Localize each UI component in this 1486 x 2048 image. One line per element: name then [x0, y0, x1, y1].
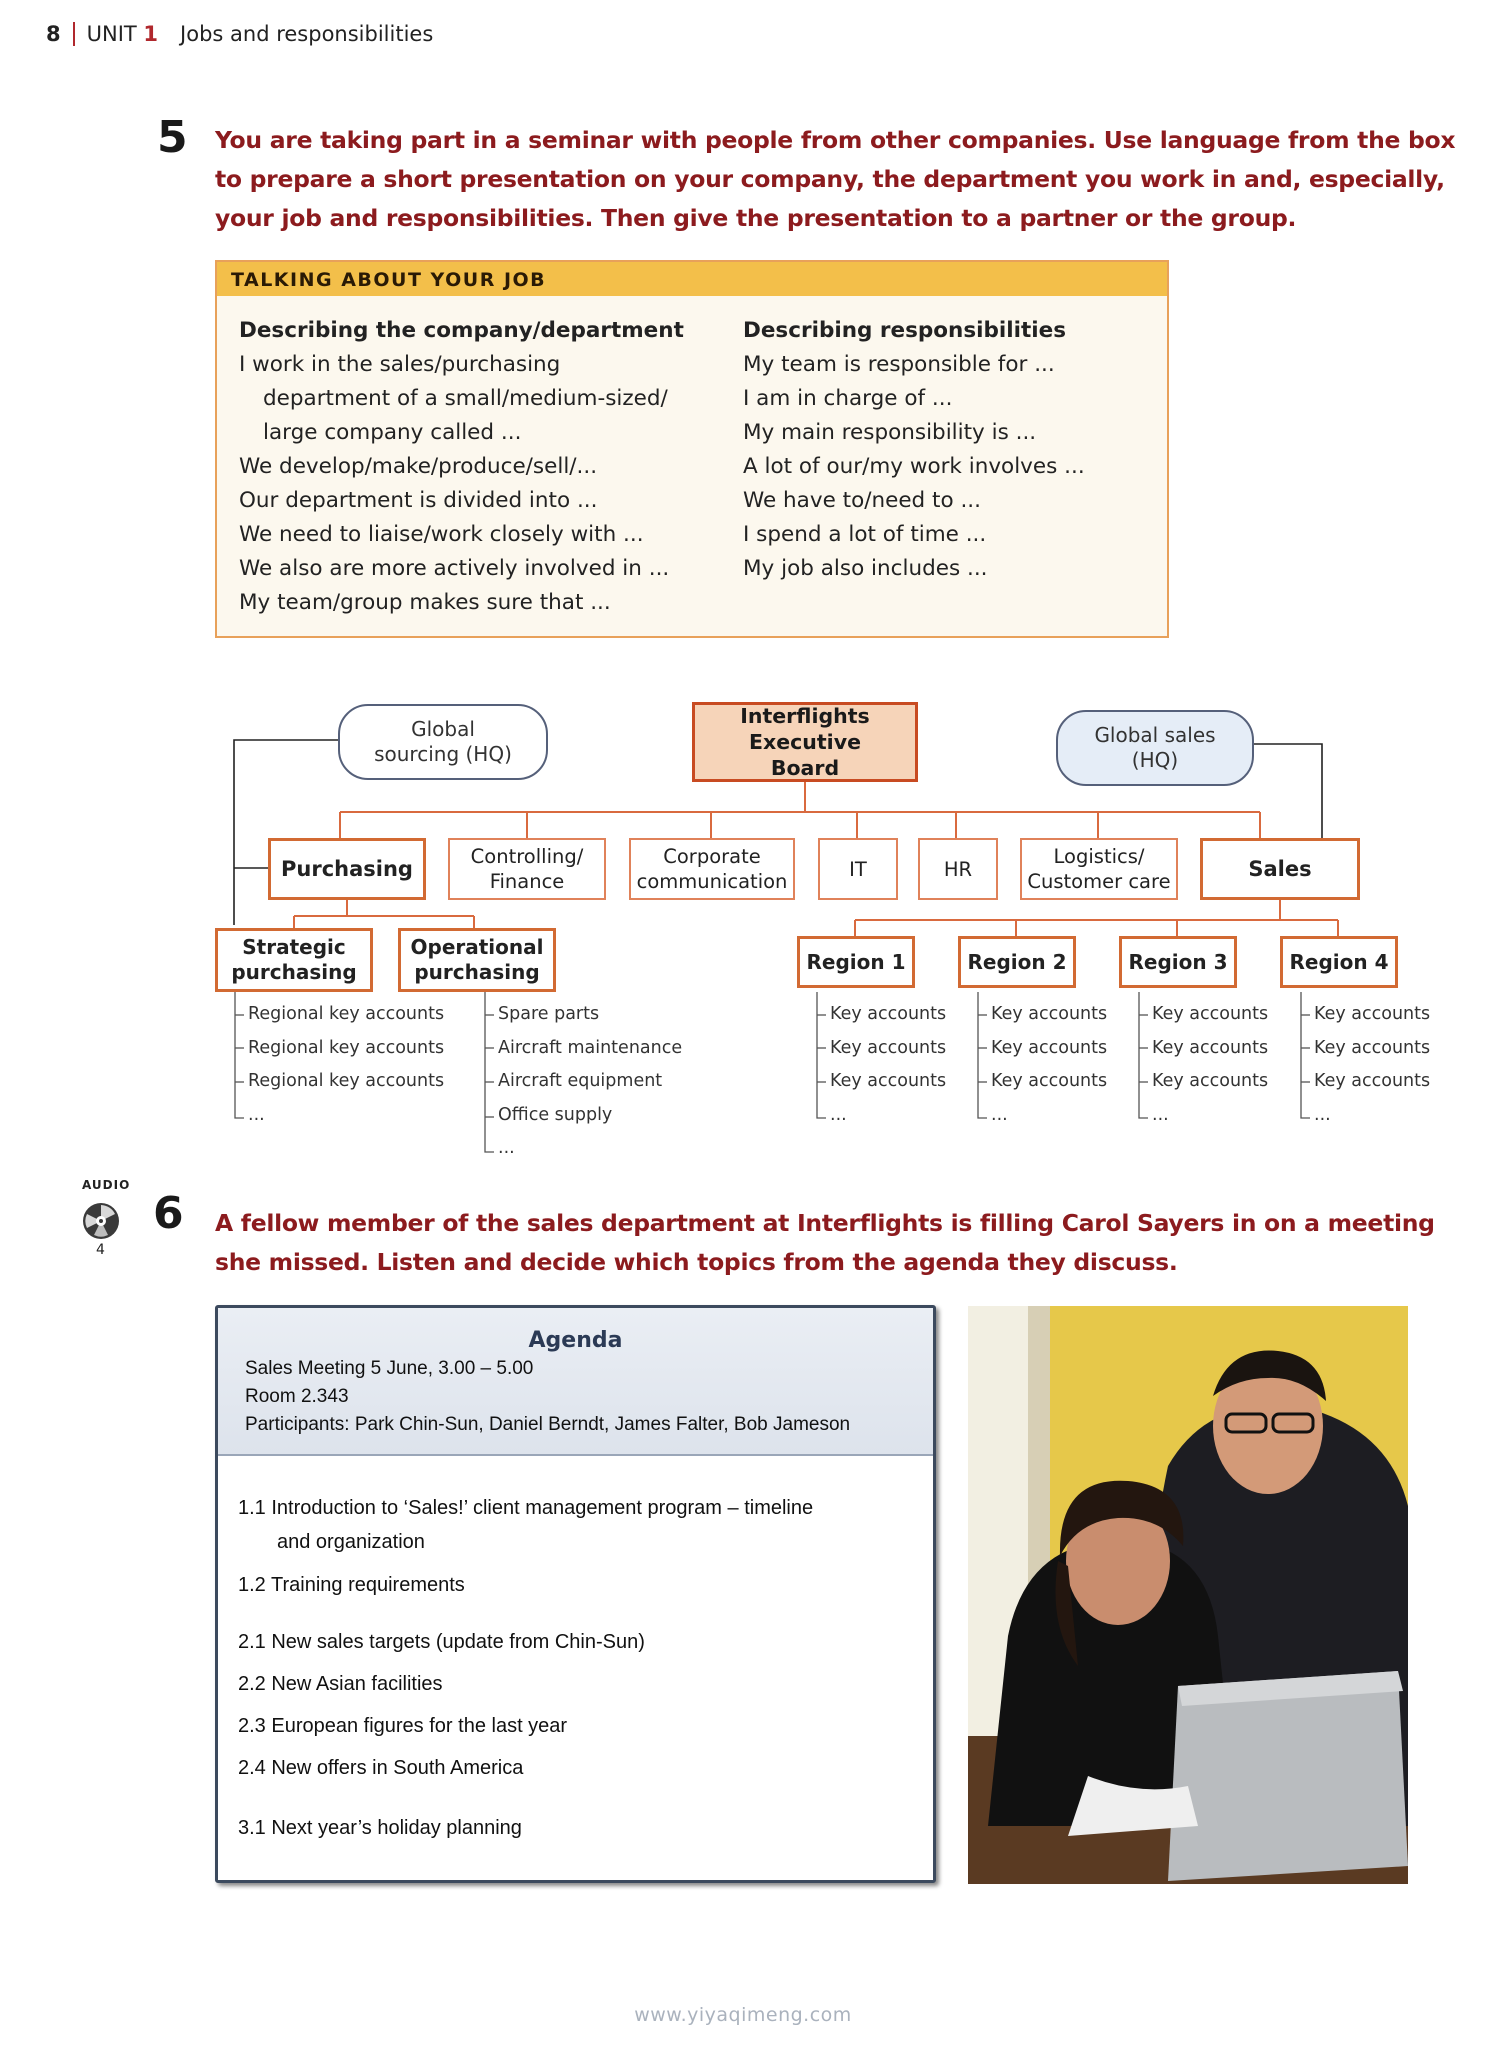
- region-3-items: [1142, 998, 1268, 1132]
- agenda-item: 2.4 New offers in South America: [238, 1757, 524, 1779]
- exercise-6-number: 6: [153, 1188, 184, 1239]
- list-item: Key accounts: [1314, 1037, 1431, 1058]
- agenda-item: 1.1 Introduction to ‘Sales!’ client management program – timeline: [238, 1497, 814, 1519]
- node-label: communication: [636, 870, 788, 893]
- phrase: A lot of our/my work involves ...: [743, 454, 1085, 479]
- node-label: Region 2: [967, 949, 1067, 974]
- phrase: We need to liaise/work closely with ...: [239, 522, 644, 547]
- instruction-line: your job and responsibilities. Then give the presentation to a partner or the group.: [215, 204, 1297, 232]
- phrase: I work in the sales/purchasing: [239, 352, 561, 377]
- node-label: purchasing: [414, 960, 540, 984]
- it-node: [818, 838, 898, 900]
- list-item: Key accounts: [991, 1071, 1108, 1091]
- sales-node: [1200, 838, 1360, 900]
- column-heading: Describing responsibilities: [743, 318, 1067, 343]
- node-label: Controlling/: [470, 845, 584, 868]
- phrase: We also are more actively involved in ...: [239, 556, 670, 581]
- strategic-items-list: [238, 998, 444, 1132]
- list-item: Regional key accounts: [248, 1071, 445, 1091]
- operational-items-list: [488, 998, 682, 1166]
- global-sales-node: [1056, 710, 1254, 786]
- list-item: Key accounts: [830, 1071, 947, 1091]
- instruction-line: You are taking part in a seminar with people from other companies. Use language from the box: [215, 126, 1456, 154]
- node-label: Global sales: [1094, 723, 1216, 747]
- region-2-node: [958, 936, 1076, 988]
- phrase: My job also includes ...: [743, 556, 988, 581]
- executive-board-node: [692, 702, 918, 782]
- instruction-line: to prepare a short presentation on your company, the department you work in and, especially,: [215, 165, 1445, 193]
- node-label: (HQ): [1131, 748, 1179, 772]
- exercise-5-number: 5: [157, 112, 188, 163]
- list-item: ...: [248, 1104, 265, 1125]
- agenda-info-line: Sales Meeting 5 June, 3.00 – 5.00: [245, 1358, 534, 1379]
- list-item: Office supply: [498, 1104, 613, 1125]
- list-item: Regional key accounts: [248, 1037, 445, 1058]
- agenda-card: [215, 1305, 936, 1883]
- controlling-finance-node: [448, 838, 606, 900]
- agenda-info-line: Room 2.343: [245, 1386, 349, 1407]
- list-item: Key accounts: [1152, 1037, 1269, 1058]
- agenda-item: 2.1 New sales targets (update from Chin-Sun): [238, 1631, 645, 1653]
- page-number: 8: [46, 22, 61, 46]
- agenda-info-line: Participants: Park Chin-Sun, Daniel Berndt, James Falter, Bob Jameson: [245, 1414, 851, 1435]
- exercise-6-instruction: [215, 1204, 1435, 1282]
- list-item: Key accounts: [1152, 1004, 1269, 1024]
- unit-topic: Jobs and responsibilities: [180, 22, 434, 46]
- list-item: Key accounts: [830, 1037, 947, 1058]
- node-label: sourcing (HQ): [374, 742, 512, 766]
- phrase: My main responsibility is ...: [743, 420, 1037, 445]
- list-item: Key accounts: [1314, 1071, 1431, 1091]
- phrase: I spend a lot of time ...: [743, 522, 987, 547]
- list-item: Key accounts: [830, 1004, 947, 1024]
- region-2-items: [981, 998, 1107, 1132]
- list-item: Aircraft equipment: [498, 1071, 663, 1091]
- region-3-node: [1119, 936, 1237, 988]
- audio-track-number: 4: [96, 1242, 105, 1258]
- list-item: Aircraft maintenance: [498, 1037, 683, 1058]
- phrase: department of a small/medium-sized/: [263, 386, 668, 411]
- phrase: My team is responsible for ...: [743, 352, 1055, 377]
- agenda-header: [218, 1308, 933, 1456]
- node-label: Strategic: [242, 935, 346, 959]
- node-label: Region 1: [806, 949, 906, 974]
- list-item: Key accounts: [991, 1037, 1108, 1058]
- list-item: Spare parts: [498, 1004, 600, 1024]
- agenda-item: 1.2 Training requirements: [238, 1574, 465, 1596]
- corporate-communication-node: [629, 838, 795, 900]
- phrase: My team/group makes sure that ...: [239, 590, 611, 615]
- node-label: IT: [849, 857, 867, 881]
- node-label: Global: [411, 717, 475, 741]
- node-label: Finance: [489, 870, 565, 893]
- column-heading: Describing the company/department: [239, 318, 684, 343]
- region-1-node: [797, 936, 915, 988]
- node-label: Customer care: [1027, 870, 1171, 893]
- global-sourcing-node: [338, 704, 548, 780]
- list-item: Regional key accounts: [248, 1004, 445, 1024]
- list-item: Key accounts: [1152, 1071, 1269, 1091]
- phrase: We have to/need to ...: [743, 488, 981, 513]
- list-item: Key accounts: [1314, 1004, 1431, 1024]
- phrase: Our department is divided into ...: [239, 488, 598, 513]
- agenda-item: 2.3 European figures for the last year: [238, 1715, 568, 1737]
- region-4-node: [1280, 936, 1398, 988]
- region-4-items: [1304, 998, 1430, 1132]
- node-label: Interflights Executive: [740, 704, 870, 754]
- agenda-item: 2.2 New Asian facilities: [238, 1673, 443, 1695]
- node-label: Region 3: [1128, 949, 1228, 974]
- list-item: ...: [1314, 1104, 1331, 1125]
- hr-node: [918, 838, 998, 900]
- region-1-items: [820, 998, 946, 1132]
- node-label: Purchasing: [281, 856, 413, 881]
- node-label: Operational: [410, 935, 544, 959]
- footer-watermark: www.yiyaqimeng.com: [634, 2004, 852, 2026]
- operational-purchasing-node: [398, 928, 556, 992]
- purchasing-node: [268, 838, 426, 900]
- node-label: Sales: [1248, 856, 1312, 881]
- phrase: We develop/make/produce/sell/...: [239, 454, 598, 479]
- list-item: ...: [1152, 1104, 1169, 1125]
- audio-label: AUDIO: [82, 1178, 131, 1192]
- node-label: Logistics/: [1053, 845, 1145, 868]
- list-item: Key accounts: [991, 1004, 1108, 1024]
- list-item: ...: [498, 1138, 515, 1158]
- unit-label: UNIT: [86, 22, 137, 46]
- node-label: HR: [943, 857, 973, 881]
- unit-number: 1: [143, 22, 159, 46]
- audio-cd-icon[interactable]: [82, 1202, 120, 1244]
- instruction-line: A fellow member of the sales department at Interflights is filling Carol Sayers in on a meeting: [215, 1209, 1435, 1237]
- strategic-purchasing-node: [215, 928, 373, 992]
- logistics-customer-care-node: [1020, 838, 1178, 900]
- language-box-title: TALKING ABOUT YOUR JOB: [217, 262, 1167, 296]
- node-label: Region 4: [1289, 949, 1389, 974]
- node-label: purchasing: [231, 960, 357, 984]
- node-label: Board: [770, 756, 840, 780]
- phrase: large company called ...: [263, 420, 522, 445]
- office-photo: [968, 1306, 1408, 1884]
- phrase: I am in charge of ...: [743, 386, 953, 411]
- list-item: ...: [830, 1104, 847, 1125]
- list-item: ...: [991, 1104, 1008, 1125]
- agenda-title: Agenda: [528, 1328, 623, 1353]
- agenda-item-continued: and organization: [277, 1531, 425, 1553]
- node-label: Corporate: [663, 845, 761, 868]
- instruction-line: she missed. Listen and decide which topics from the agenda they discuss.: [215, 1248, 1178, 1276]
- agenda-item: 3.1 Next year’s holiday planning: [238, 1817, 522, 1839]
